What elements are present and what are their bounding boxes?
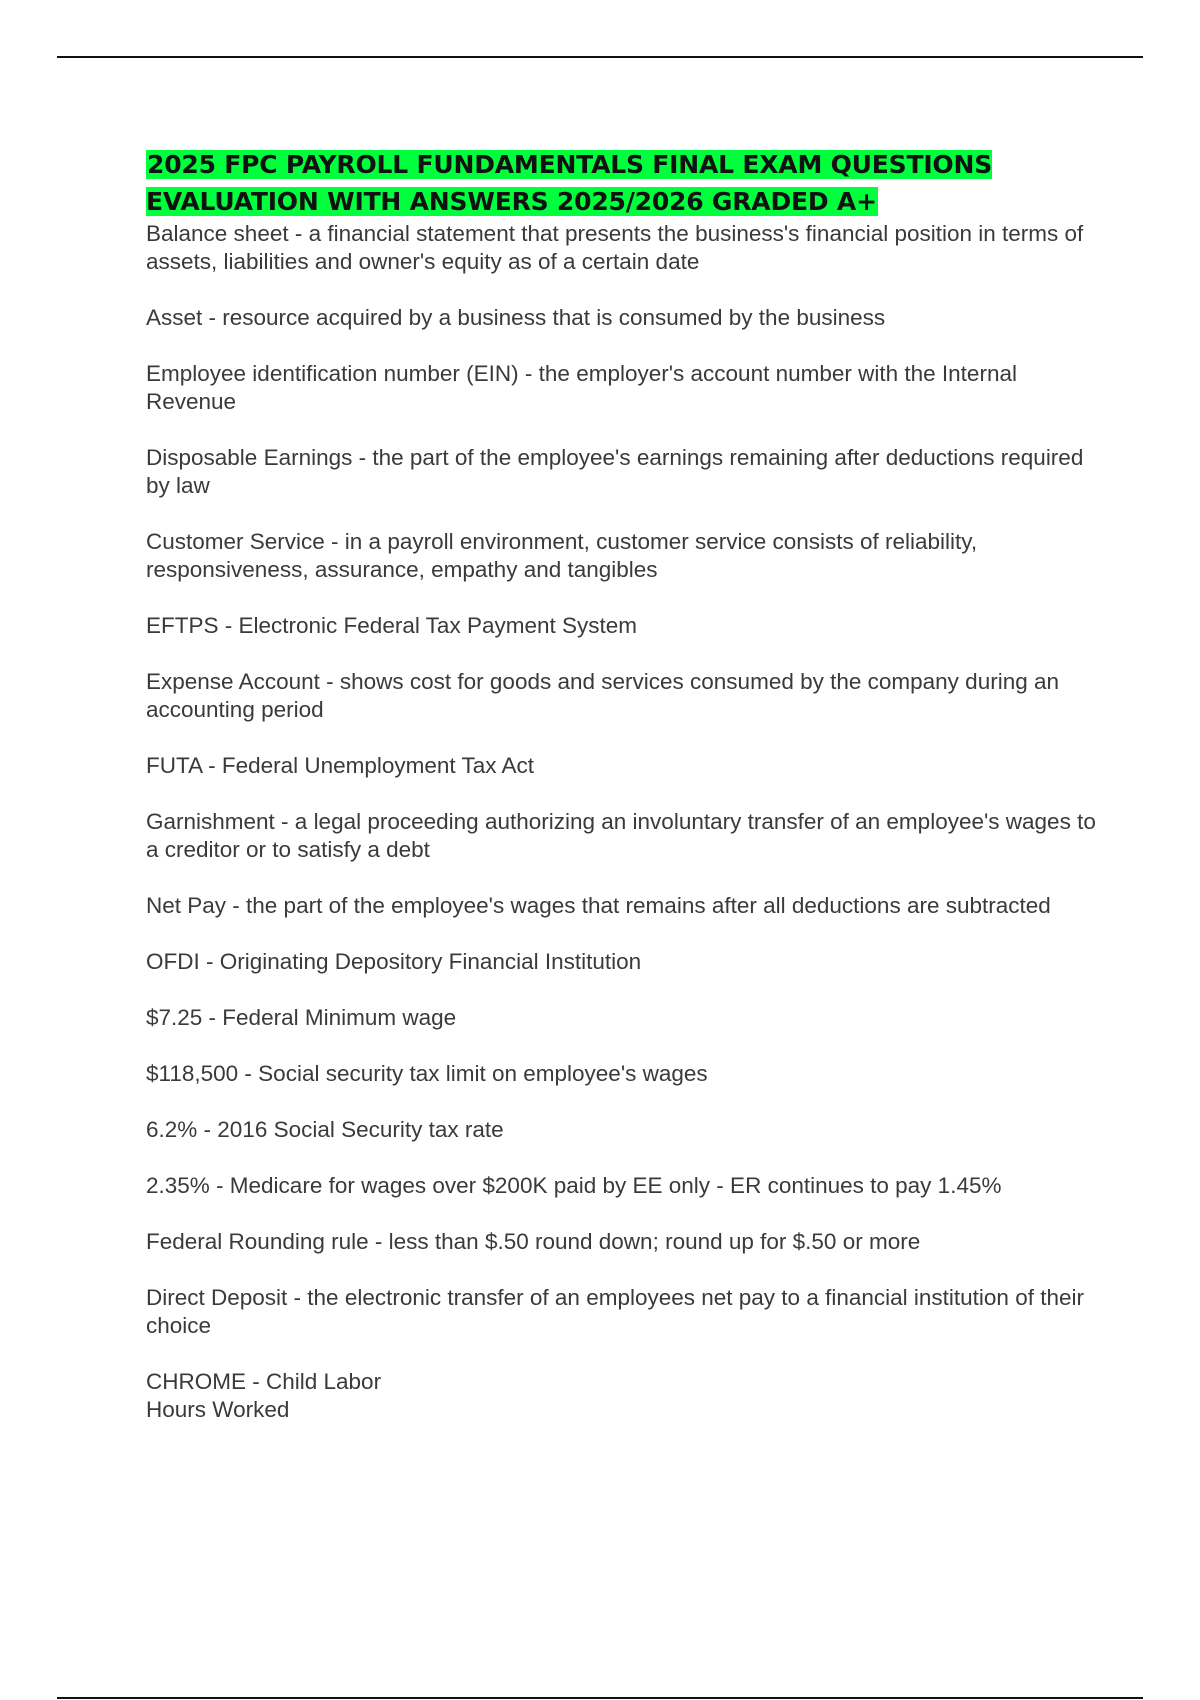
page-bottom-rule	[57, 1697, 1143, 1699]
flashcard-entry: Direct Deposit - the electronic transfer of an employees net pay to a financial institution of their choice	[146, 1285, 1084, 1338]
flashcard-entry: $7.25 - Federal Minimum wage	[146, 1005, 457, 1030]
flashcard-entry: Balance sheet - a financial statement that presents the business's financial position in terms of assets, liabilities and owner's equity as of a certain date	[146, 221, 1084, 274]
flashcard-entry: $118,500 - Social security tax limit on employee's wages	[146, 1061, 708, 1086]
flashcard-entry: Federal Rounding rule - less than $.50 round down; round up for $.50 or more	[146, 1229, 921, 1254]
document-body	[146, 146, 1106, 1452]
flashcard-entry: EFTPS - Electronic Federal Tax Payment System	[146, 613, 638, 638]
flashcard-entry: CHROME - Child Labor Hours Worked	[146, 1369, 382, 1422]
flashcard-entry: 6.2% - 2016 Social Security tax rate	[146, 1117, 504, 1142]
flashcard-entry: 2.35% - Medicare for wages over $200K paid by EE only - ER continues to pay 1.45%	[146, 1173, 1002, 1198]
flashcard-entry: Disposable Earnings - the part of the employee's earnings remaining after deductions required by law	[146, 445, 1084, 498]
flashcard-entry: Customer Service - in a payroll environment, customer service consists of reliability, responsiveness, assurance, empathy and tangibles	[146, 529, 978, 582]
flashcard-entry: OFDI - Originating Depository Financial Institution	[146, 949, 642, 974]
flashcard-entry: FUTA - Federal Unemployment Tax Act	[146, 753, 535, 778]
flashcard-entry: Employee identification number (EIN) - the employer's account number with the Internal Revenue	[146, 361, 1017, 414]
document-title	[146, 146, 1106, 220]
page-top-rule	[57, 56, 1143, 58]
flashcard-entry: Garnishment - a legal proceeding authorizing an involuntary transfer of an employee's wages to a creditor or to satisfy a debt	[146, 809, 1096, 862]
title-highlight: 2025 FPC PAYROLL FUNDAMENTALS FINAL EXAM QUESTIONS EVALUATION WITH ANSWERS 2025/2026 GRADED A+	[146, 150, 993, 216]
flashcard-entry: Net Pay - the part of the employee's wages that remains after all deductions are subtracted	[146, 893, 1051, 918]
flashcard-list	[146, 220, 1106, 1424]
flashcard-entry: Expense Account - shows cost for goods and services consumed by the company during an accounting period	[146, 669, 1060, 722]
flashcard-entry: Asset - resource acquired by a business that is consumed by the business	[146, 305, 886, 330]
